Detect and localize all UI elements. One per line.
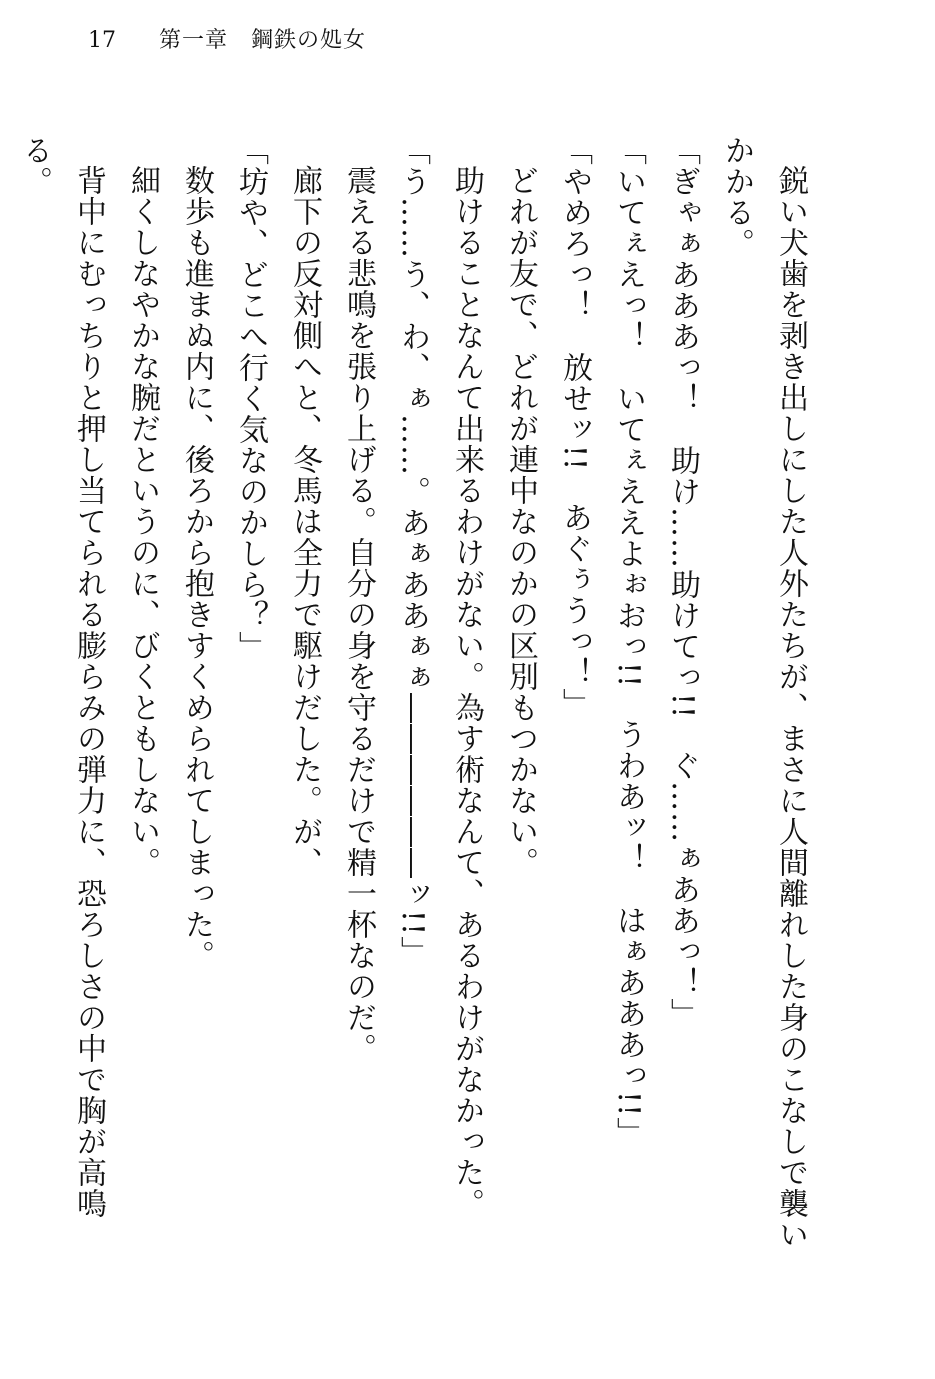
running-header [88, 30, 366, 52]
paragraph: 細くしなやかな腕だというのに、びくともしない。 [125, 165, 160, 878]
paragraph: 震える悲鳴を張り上げる。自分の身を守るだけで精一杯なのだ。 [341, 165, 376, 1064]
paragraph: 「う……う、わ、ぁ……。あぁああぁぁ――――――ッ!!」 [395, 135, 430, 968]
page-number: 17 [88, 28, 116, 53]
paragraph: 「いてぇえっ！ いてぇええよぉおっ!! うわあッ！ はぁあああっ!!」 [611, 135, 646, 1149]
paragraph: 数歩も進まぬ内に、後ろから抱きすくめられてしまった。 [179, 165, 214, 971]
paragraph [0, 135, 7, 1250]
paragraph: 鋭い犬歯を剥き出しにした人外たちが、まさに人間離れした身のこなしで襲いかかる。 [719, 135, 808, 1250]
paragraph: 背中にむっちりと押し当てられる膨らみの弾力に、恐ろしさの中で胸が高鳴る。 [17, 135, 106, 1219]
paragraph: 「やめろっ！ 放せッ!! あぐぅうっ！」 [557, 135, 592, 720]
paragraph: 「ぎゃぁあああっ！ 助け……助けてっ!! ぐ……ぁああっ！」 [665, 135, 700, 1030]
paragraph: 「坊や、どこへ行く気なのかしら？」 [233, 135, 268, 662]
chapter-title: 第一章 鋼鉄の処女 [159, 28, 367, 53]
body-text [0, 135, 817, 1250]
paragraph: 助けることなんて出来るわけがない。為す術なんて、あるわけがなかった。 [449, 165, 484, 1219]
paragraph: どれが友で、どれが連中なのかの区別もつかない。 [503, 165, 538, 878]
paragraph: 廊下の反対側へと、冬馬は全力で駆けだした。が、 [287, 165, 322, 878]
